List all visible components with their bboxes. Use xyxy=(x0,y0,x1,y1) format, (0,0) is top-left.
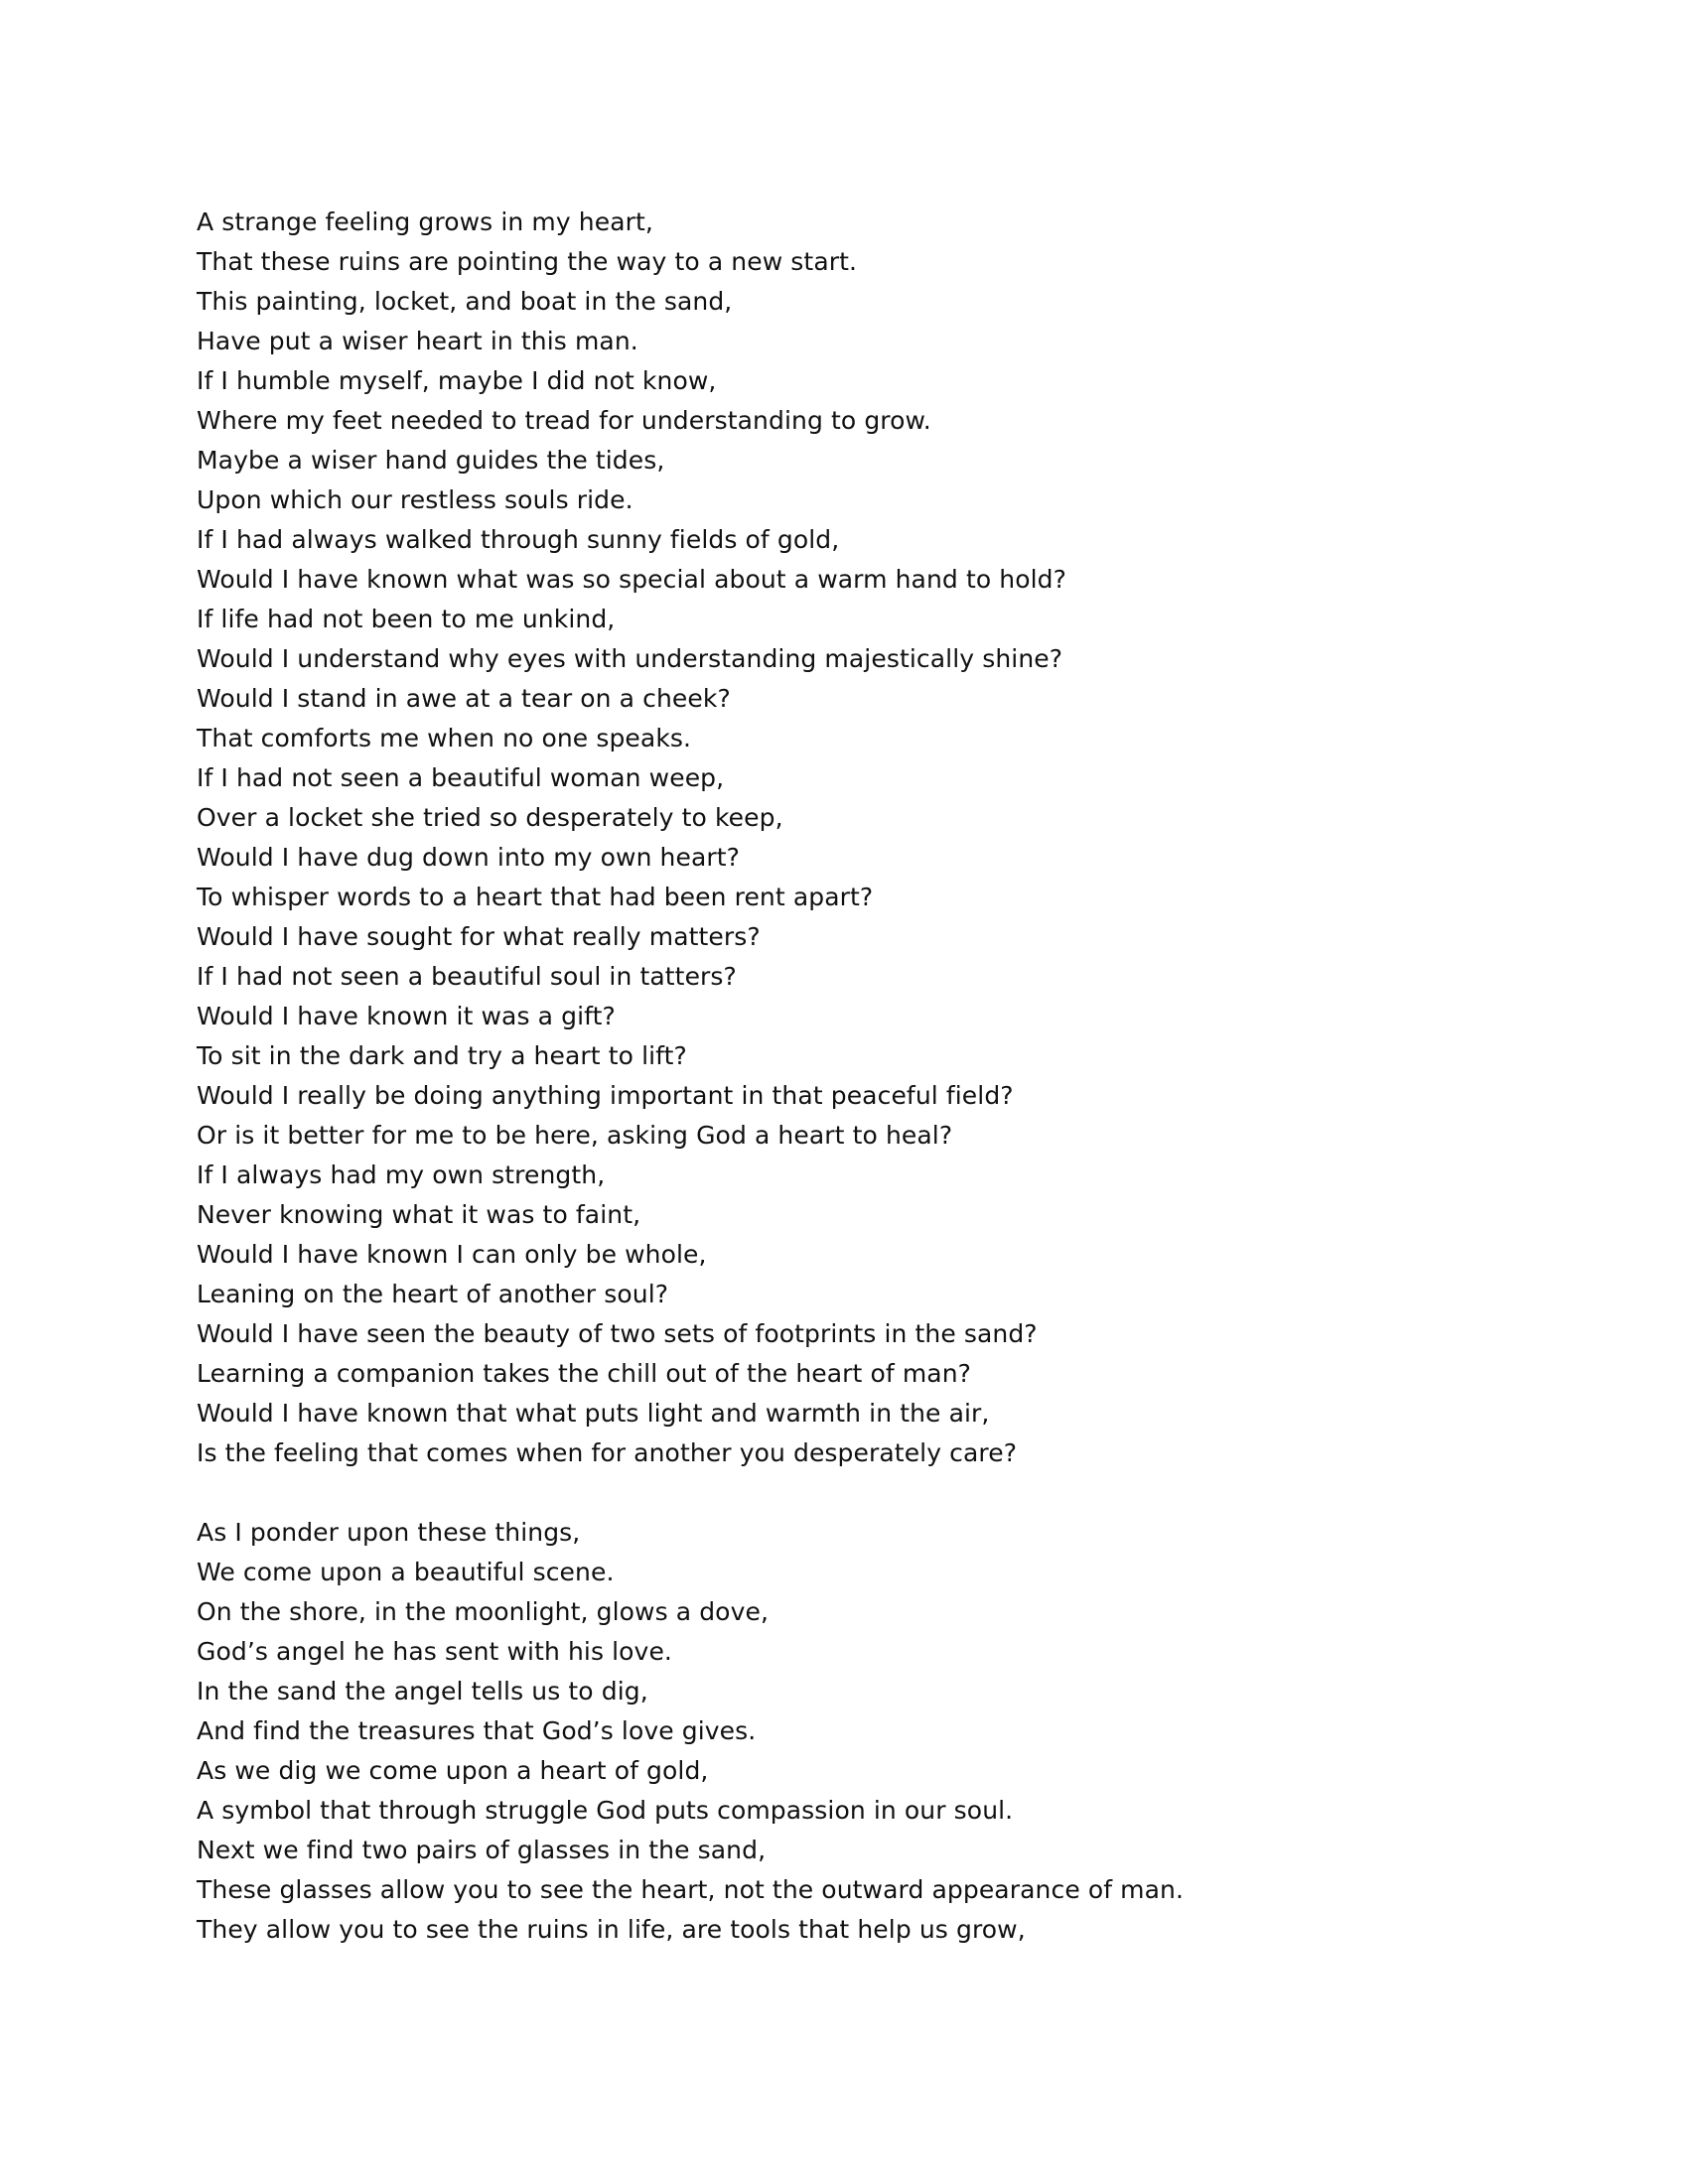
poem-line: Would I have known it was a gift? xyxy=(197,1002,616,1030)
poem-line: If I had not seen a beautiful soul in tatters? xyxy=(197,962,737,991)
poem-line: Would I have dug down into my own heart? xyxy=(197,843,741,872)
poem-line: Would I have seen the beauty of two sets of footprints in the sand? xyxy=(197,1319,1038,1348)
poem-line: A symbol that through struggle God puts compassion in our soul. xyxy=(197,1796,1014,1825)
poem-body xyxy=(197,203,1507,1950)
poem-line: Would I understand why eyes with understanding majestically shine? xyxy=(197,644,1063,673)
poem-line: If I had not seen a beautiful woman weep, xyxy=(197,763,725,792)
poem-line: Would I stand in awe at a tear on a cheek? xyxy=(197,684,731,713)
stanza-1 xyxy=(197,203,1507,1473)
poem-line: Or is it better for me to be here, asking God a heart to heal? xyxy=(197,1121,953,1150)
poem-line: Learning a companion takes the chill out of the heart of man? xyxy=(197,1359,972,1388)
poem-line: We come upon a beautiful scene. xyxy=(197,1558,615,1586)
poem-line: Have put a wiser heart in this man. xyxy=(197,327,638,355)
poem-line: Is the feeling that comes when for another you desperately care? xyxy=(197,1438,1018,1467)
poem-line: Would I have known that what puts light and warmth in the air, xyxy=(197,1399,990,1428)
poem-line: As I ponder upon these things, xyxy=(197,1518,581,1547)
poem-line: To whisper words to a heart that had been rent apart? xyxy=(197,883,874,911)
poem-line: Next we find two pairs of glasses in the sand, xyxy=(197,1836,767,1864)
poem-line: In the sand the angel tells us to dig, xyxy=(197,1677,648,1706)
poem-line: Maybe a wiser hand guides the tides, xyxy=(197,446,665,475)
poem-line: Upon which our restless souls ride. xyxy=(197,485,633,514)
poem-line: To sit in the dark and try a heart to lift? xyxy=(197,1041,687,1070)
poem-line: Never knowing what it was to faint, xyxy=(197,1200,641,1229)
poem-line: These glasses allow you to see the heart, not the outward appearance of man. xyxy=(197,1875,1185,1904)
poem-line: This painting, locket, and boat in the sand, xyxy=(197,287,733,316)
poem-line: Would I really be doing anything important in that peaceful field? xyxy=(197,1081,1014,1110)
poem-line: A strange feeling grows in my heart, xyxy=(197,207,653,236)
poem-line: If I humble myself, maybe I did not know, xyxy=(197,366,717,395)
poem-line: Would I have known what was so special about a warm hand to hold? xyxy=(197,565,1067,594)
poem-line: On the shore, in the moonlight, glows a dove, xyxy=(197,1597,769,1626)
poem-line: Over a locket she tried so desperately to keep, xyxy=(197,803,783,832)
poem-line: If I always had my own strength, xyxy=(197,1160,606,1189)
poem-line: That comforts me when no one speaks. xyxy=(197,724,692,752)
poem-line: That these ruins are pointing the way to a new start. xyxy=(197,247,858,276)
poem-line: If life had not been to me unkind, xyxy=(197,605,616,633)
poem-line: They allow you to see the ruins in life, are tools that help us grow, xyxy=(197,1915,1026,1944)
poem-line: As we dig we come upon a heart of gold, xyxy=(197,1756,709,1785)
poem-line: God’s angel he has sent with his love. xyxy=(197,1637,672,1666)
poem-line: Would I have sought for what really matters? xyxy=(197,922,761,951)
poem-line: Leaning on the heart of another soul? xyxy=(197,1280,669,1308)
poem-line: If I had always walked through sunny fields of gold, xyxy=(197,525,840,554)
poem-line: Would I have known I can only be whole, xyxy=(197,1240,707,1269)
poem-line: Where my feet needed to tread for understanding to grow. xyxy=(197,406,931,435)
stanza-2 xyxy=(197,1513,1507,1950)
poem-line: And find the treasures that God’s love gives. xyxy=(197,1716,757,1745)
